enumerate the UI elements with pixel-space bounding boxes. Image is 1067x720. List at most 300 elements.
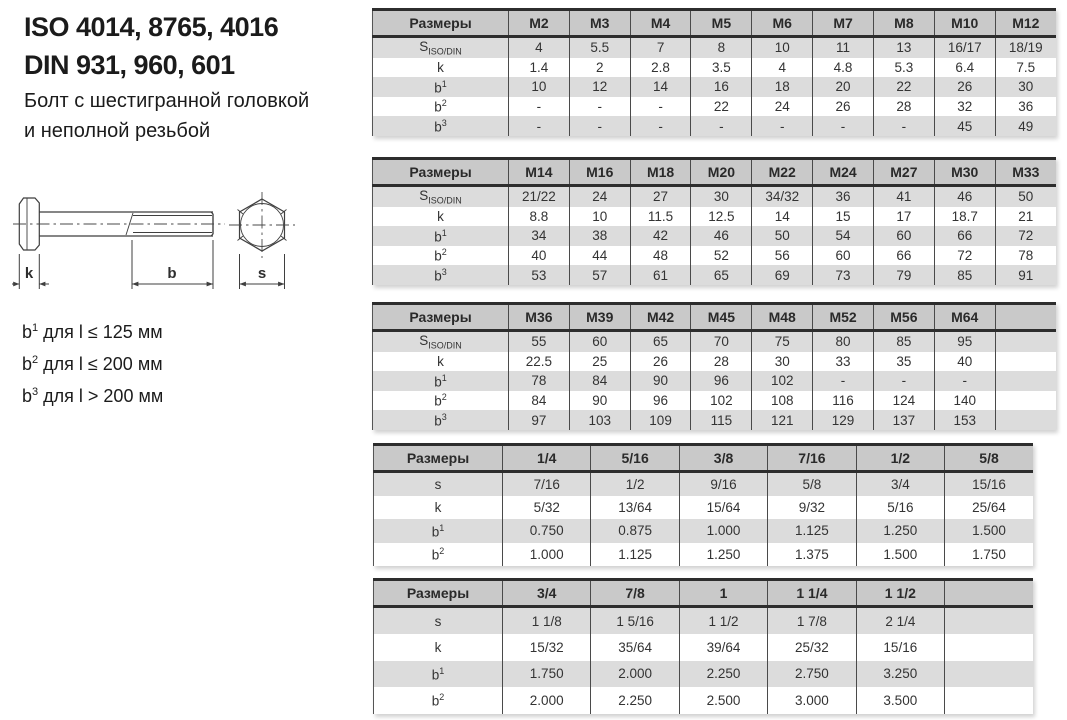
value-cell: 36 [813, 186, 874, 207]
value-cell: 85 [873, 331, 934, 352]
header-row [373, 159, 1057, 186]
table-row [373, 116, 1057, 136]
value-cell: 73 [813, 265, 874, 285]
value-cell: 16/17 [934, 37, 995, 58]
value-cell [945, 661, 1033, 687]
size-column-header: M14 [509, 159, 570, 186]
value-cell: 45 [934, 116, 995, 136]
value-cell: 137 [873, 410, 934, 430]
value-cell: 38 [569, 226, 630, 246]
table-row [373, 226, 1057, 246]
value-cell: - [813, 116, 874, 136]
header-row [373, 304, 1057, 331]
value-cell: 69 [752, 265, 813, 285]
value-cell: 33 [813, 352, 874, 372]
value-cell: 18/19 [995, 37, 1056, 58]
bolt-side-view [13, 198, 225, 250]
value-cell: 53 [509, 265, 570, 285]
value-cell: 85 [934, 265, 995, 285]
value-cell: - [873, 116, 934, 136]
row-label-header: Размеры [373, 304, 509, 331]
footnote-b3: $b^3$ для l > 200 мм [22, 386, 164, 406]
size-column-header: M42 [630, 304, 691, 331]
value-cell: 1 1/8 [503, 607, 591, 635]
value-cell: 30 [995, 77, 1056, 97]
dimensions-table-1 [372, 8, 1056, 136]
value-cell: 1.000 [679, 519, 767, 542]
value-cell: 1.375 [768, 543, 856, 566]
size-column-header: 5/8 [945, 445, 1033, 472]
footnote-b2: $b^2$ для l ≤ 200 мм [22, 354, 163, 374]
size-column-header: M6 [752, 10, 813, 37]
value-cell: 9/16 [679, 472, 767, 497]
value-cell: 96 [691, 371, 752, 391]
parameter-label: $b^3$ [373, 116, 509, 136]
value-cell: 17 [873, 207, 934, 227]
value-cell: 60 [813, 246, 874, 266]
size-column-header: 1 [679, 580, 767, 607]
value-cell: 2 [569, 58, 630, 78]
value-cell: 72 [995, 226, 1056, 246]
title-line-din: DIN 931, 960, 601 [24, 50, 235, 80]
value-cell: 91 [995, 265, 1056, 285]
value-cell: 25/64 [972, 500, 1006, 516]
value-cell: 41 [873, 186, 934, 207]
bolt-technical-drawing [12, 188, 342, 318]
footnotes-block [22, 314, 163, 410]
value-cell: 2.250 [679, 661, 767, 687]
value-cell: 2 1/4 [856, 607, 944, 635]
value-cell: 65 [691, 265, 752, 285]
value-cell: 24 [569, 186, 630, 207]
size-column-header: M7 [813, 10, 874, 37]
size-column-header: M10 [934, 10, 995, 37]
value-cell [945, 607, 1033, 635]
parameter-label: $S_{ISO/DIN}$ [373, 331, 509, 352]
value-cell: 3.250 [856, 661, 944, 687]
size-column-header: M27 [873, 159, 934, 186]
table-host-inch-large [373, 578, 1033, 714]
parameter-label: k [374, 634, 503, 660]
value-cell: 153 [934, 410, 995, 430]
value-cell: 14 [630, 77, 691, 97]
size-column-header: 1/2 [856, 445, 944, 472]
parameter-label: $b^1$ [374, 661, 503, 687]
value-cell: 1.250 [679, 543, 767, 566]
size-column-header: 1 1/2 [856, 580, 944, 607]
value-cell: 46 [691, 226, 752, 246]
parameter-label: $S_{ISO/DIN}$ [373, 186, 509, 207]
value-cell: 22 [691, 97, 752, 117]
value-cell: 35/64 [591, 634, 679, 660]
value-cell: 115 [691, 410, 752, 430]
table-host-inch-small [373, 443, 1033, 566]
value-cell [995, 410, 1056, 430]
value-cell: 30 [752, 352, 813, 372]
value-cell: 5/16 [856, 496, 944, 519]
size-column-header: M22 [752, 159, 813, 186]
dimensions-table-2 [372, 157, 1056, 285]
value-cell: 27 [630, 186, 691, 207]
table-row [374, 661, 1034, 687]
value-cell: 108 [752, 391, 813, 411]
table-row [373, 352, 1057, 372]
title-line-iso: ISO 4014, 8765, 4016 [24, 12, 279, 42]
value-cell: 50 [752, 226, 813, 246]
value-cell: 4 [509, 37, 570, 58]
value-cell: 129 [813, 410, 874, 430]
value-cell: 26 [813, 97, 874, 117]
dimensions-table-5 [373, 578, 1033, 714]
table-row [374, 607, 1034, 635]
value-cell: 34 [509, 226, 570, 246]
value-cell: 2.8 [630, 58, 691, 78]
value-cell: 50 [995, 186, 1056, 207]
header-row [374, 580, 1034, 607]
value-cell: 140 [934, 391, 995, 411]
value-cell: - [569, 116, 630, 136]
value-cell: 2.000 [503, 687, 591, 713]
table-row [373, 77, 1057, 97]
value-cell: 21/22 [509, 186, 570, 207]
parameter-label: k [374, 496, 503, 519]
size-column-header: M2 [509, 10, 570, 37]
value-cell: 36 [1018, 99, 1034, 115]
dimensions-table-4 [373, 443, 1033, 566]
value-cell: 42 [630, 226, 691, 246]
value-cell: 66 [934, 226, 995, 246]
row-label-header: Размеры [374, 580, 503, 607]
value-cell: 2.250 [591, 687, 679, 713]
value-cell: 56 [752, 246, 813, 266]
table-row [373, 58, 1057, 78]
parameter-label: $b^1$ [373, 77, 509, 97]
value-cell: - [630, 116, 691, 136]
value-cell: 40 [509, 246, 570, 266]
value-cell: 13/64 [591, 496, 679, 519]
size-column-header: M45 [691, 304, 752, 331]
value-cell: - [509, 97, 570, 117]
parameter-label: $b^1$ [374, 519, 503, 542]
value-cell: 1.500 [945, 519, 1033, 542]
value-cell: 18.7 [934, 207, 995, 227]
parameter-label: k [373, 58, 509, 78]
value-cell: 32 [934, 97, 995, 117]
table-host-metric-m36-m64 [372, 302, 1056, 430]
value-cell: 5.3 [873, 58, 934, 78]
value-cell: 10 [569, 207, 630, 227]
value-cell: 121 [752, 410, 813, 430]
parameter-label: k [373, 352, 509, 372]
dim-label-k: k [24, 265, 34, 282]
value-cell: 49 [995, 116, 1056, 136]
value-cell: 26 [934, 77, 995, 97]
subtitle-line-2: и неполной резьбой [24, 120, 211, 142]
value-cell: - [813, 371, 874, 391]
value-cell [995, 331, 1056, 352]
size-column-header: M20 [691, 159, 752, 186]
value-cell: 65 [630, 331, 691, 352]
parameter-label: $b^2$ [374, 543, 503, 566]
value-cell: 15 [813, 207, 874, 227]
table-host-metric-m2-m12 [372, 8, 1056, 136]
parameter-label: s [374, 472, 503, 497]
table-row [374, 687, 1034, 713]
value-cell: 3/4 [856, 472, 944, 497]
value-cell: 35 [873, 352, 934, 372]
value-cell: 3.5 [691, 58, 752, 78]
table-row [373, 265, 1057, 285]
value-cell: 28 [873, 97, 934, 117]
table-row [374, 519, 1034, 542]
value-cell: - [569, 97, 630, 117]
value-cell: 79 [873, 265, 934, 285]
size-column-header: M56 [873, 304, 934, 331]
parameter-label: k [373, 207, 509, 227]
value-cell [995, 352, 1056, 372]
size-column-header: M8 [873, 10, 934, 37]
table-row [374, 472, 1034, 497]
size-column-header: M33 [995, 159, 1056, 186]
value-cell: 1/2 [591, 472, 679, 497]
parameter-label: $b^1$ [373, 226, 509, 246]
table-row [373, 207, 1057, 227]
value-cell: 60 [873, 226, 934, 246]
value-cell: 4.8 [813, 58, 874, 78]
size-column-header: 1/4 [503, 445, 591, 472]
size-column-header: M18 [630, 159, 691, 186]
value-cell: 21 [1018, 208, 1034, 224]
value-cell: 8.8 [509, 207, 570, 227]
value-cell: 7 [630, 37, 691, 58]
value-cell: 2.000 [591, 661, 679, 687]
value-cell: 102 [691, 391, 752, 411]
value-cell: 14 [752, 207, 813, 227]
value-cell: 103 [569, 410, 630, 430]
value-cell: 4 [752, 58, 813, 78]
size-column-header: M36 [509, 304, 570, 331]
value-cell: 55 [509, 331, 570, 352]
value-cell: 1.4 [509, 58, 570, 78]
parameter-label: $b^2$ [373, 246, 509, 266]
value-cell: 18 [752, 77, 813, 97]
value-cell: 10 [752, 37, 813, 58]
value-cell: 16 [691, 77, 752, 97]
value-cell: 1 7/8 [768, 607, 856, 635]
value-cell: 97 [509, 410, 570, 430]
table-row [373, 246, 1057, 266]
value-cell: 3.000 [768, 687, 856, 713]
parameter-label: $b^2$ [373, 97, 509, 117]
table-row [373, 186, 1057, 207]
size-column-header: M12 [995, 10, 1056, 37]
value-cell: 124 [873, 391, 934, 411]
empty-column-header [945, 580, 1033, 607]
table-row [374, 634, 1034, 660]
size-column-header: M52 [813, 304, 874, 331]
value-cell: 15/16 [945, 472, 1033, 497]
value-cell: 11 [813, 37, 874, 58]
parameter-label: $b^1$ [373, 371, 509, 391]
table-row [373, 371, 1057, 391]
value-cell: 25/32 [768, 634, 856, 660]
row-label-header: Размеры [373, 10, 509, 37]
header-row [374, 445, 1034, 472]
value-cell: - [752, 116, 813, 136]
value-cell: 30 [691, 186, 752, 207]
value-cell: 10 [509, 77, 570, 97]
value-cell: 61 [630, 265, 691, 285]
value-cell: 57 [569, 265, 630, 285]
parameter-label: $b^2$ [374, 687, 503, 713]
value-cell: 1.750 [972, 546, 1006, 562]
value-cell [945, 634, 1033, 660]
value-cell: - [509, 116, 570, 136]
value-cell: 34/32 [752, 186, 813, 207]
table-row [374, 496, 1034, 519]
value-cell: 102 [752, 371, 813, 391]
value-cell: - [934, 371, 995, 391]
document-subtitle [24, 86, 309, 146]
value-cell: 109 [630, 410, 691, 430]
size-column-header: 1 1/4 [768, 580, 856, 607]
value-cell: 90 [630, 371, 691, 391]
value-cell: 78 [509, 371, 570, 391]
parameter-label: $S_{ISO/DIN}$ [373, 37, 509, 58]
value-cell: 26 [630, 352, 691, 372]
dimension-s [240, 254, 285, 289]
parameter-label: $b^3$ [373, 265, 509, 285]
value-cell [995, 371, 1056, 391]
value-cell: 25 [569, 352, 630, 372]
value-cell: 15/16 [856, 634, 944, 660]
value-cell [995, 391, 1056, 411]
value-cell: 95 [934, 331, 995, 352]
value-cell: 6.4 [934, 58, 995, 78]
value-cell: 15/32 [503, 634, 591, 660]
value-cell: 116 [813, 391, 874, 411]
dim-label-b: b [167, 265, 177, 282]
value-cell: 72 [934, 246, 995, 266]
value-cell: - [691, 116, 752, 136]
value-cell: 2.500 [679, 687, 767, 713]
value-cell: 70 [691, 331, 752, 352]
value-cell: 90 [569, 391, 630, 411]
value-cell: 1.000 [503, 543, 591, 566]
size-column-header: M5 [691, 10, 752, 37]
parameter-label: s [374, 607, 503, 635]
document-title [24, 8, 278, 84]
size-column-header: M16 [569, 159, 630, 186]
value-cell: 28 [691, 352, 752, 372]
size-column-header: 7/8 [591, 580, 679, 607]
value-cell: 0.750 [503, 519, 591, 542]
value-cell: - [630, 97, 691, 117]
value-cell: 54 [813, 226, 874, 246]
value-cell: 5.5 [569, 37, 630, 58]
size-column-header: M3 [569, 10, 630, 37]
value-cell: 1.500 [856, 543, 944, 566]
value-cell: 11.5 [630, 207, 691, 227]
value-cell: 0.875 [591, 519, 679, 542]
dimensions-table-3 [372, 302, 1056, 430]
value-cell: 13 [873, 37, 934, 58]
value-cell: 7.5 [1016, 59, 1036, 75]
value-cell: 52 [691, 246, 752, 266]
table-row [373, 97, 1057, 117]
value-cell: 1 5/16 [591, 607, 679, 635]
value-cell: 3.500 [856, 687, 944, 713]
value-cell: 40 [934, 352, 995, 372]
table-host-metric-m14-m33 [372, 157, 1056, 285]
value-cell: 1.250 [856, 519, 944, 542]
value-cell: 44 [569, 246, 630, 266]
size-column-header: 7/16 [768, 445, 856, 472]
bolt-drawing-svg [12, 188, 342, 318]
table-row [373, 410, 1057, 430]
value-cell: 12.5 [691, 207, 752, 227]
size-column-header: M64 [934, 304, 995, 331]
value-cell: 5/32 [503, 496, 591, 519]
value-cell: 20 [813, 77, 874, 97]
value-cell: 9/32 [768, 496, 856, 519]
value-cell: 1.750 [503, 661, 591, 687]
dimension-k [12, 254, 49, 289]
value-cell: 48 [630, 246, 691, 266]
empty-column-header [995, 304, 1056, 331]
table-row [374, 543, 1034, 566]
row-label-header: Размеры [373, 159, 509, 186]
dim-label-s: s [257, 265, 267, 282]
value-cell: 66 [873, 246, 934, 266]
value-cell: 1 1/2 [679, 607, 767, 635]
value-cell: 24 [752, 97, 813, 117]
value-cell: 15/64 [679, 496, 767, 519]
value-cell: - [873, 371, 934, 391]
size-column-header: M48 [752, 304, 813, 331]
value-cell: 22 [873, 77, 934, 97]
value-cell: 1.125 [768, 519, 856, 542]
value-cell: 39/64 [679, 634, 767, 660]
value-cell: 96 [630, 391, 691, 411]
size-column-header: M4 [630, 10, 691, 37]
size-column-header: M30 [934, 159, 995, 186]
table-row [373, 391, 1057, 411]
size-column-header: 5/16 [591, 445, 679, 472]
value-cell: 75 [752, 331, 813, 352]
value-cell: 46 [934, 186, 995, 207]
value-cell: 80 [813, 331, 874, 352]
table-row [373, 37, 1057, 58]
value-cell: 2.750 [768, 661, 856, 687]
size-column-header: M39 [569, 304, 630, 331]
size-column-header: M24 [813, 159, 874, 186]
dimension-b [132, 240, 213, 289]
value-cell: 84 [509, 391, 570, 411]
size-column-header: 3/8 [679, 445, 767, 472]
table-row [373, 331, 1057, 352]
value-cell: 1.125 [591, 543, 679, 566]
footnote-b1: $b^1$ для l ≤ 125 мм [22, 322, 163, 342]
value-cell: 7/16 [503, 472, 591, 497]
hex-head-end-view [229, 192, 295, 258]
value-cell: 5/8 [768, 472, 856, 497]
parameter-label: $b^2$ [373, 391, 509, 411]
value-cell [945, 687, 1033, 713]
parameter-label: $b^3$ [373, 410, 509, 430]
value-cell: 60 [569, 331, 630, 352]
header-row [373, 10, 1057, 37]
